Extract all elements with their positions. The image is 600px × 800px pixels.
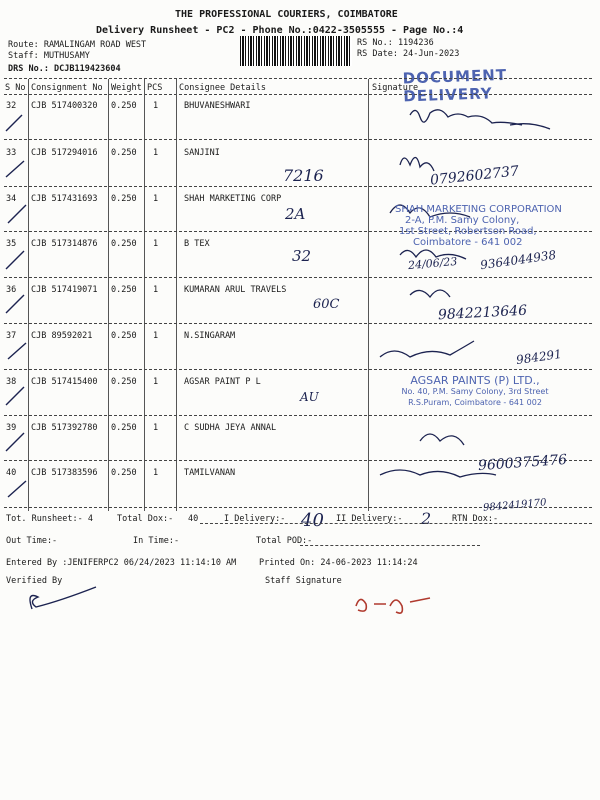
row-pcs: 1 — [153, 239, 159, 249]
hw-note: 2A — [285, 205, 306, 223]
hw-note: AU — [300, 390, 319, 404]
row-consignee: AGSAR PAINT P L — [184, 377, 261, 387]
runsheet-subtitle: Delivery Runsheet - PC2 - Phone No.:0422-3505555 - Page No.:4 — [96, 25, 464, 36]
hw-note: 32 — [292, 247, 312, 265]
total-pod-label: Total POD:- — [256, 536, 313, 546]
col-header-signature: Signature — [372, 83, 419, 93]
tick-marks — [0, 95, 32, 515]
row-consignee: C SUDHA JEYA ANNAL — [184, 423, 277, 433]
printed-on: Printed On: 24-06-2023 11:14:24 — [259, 558, 418, 568]
column-line — [108, 79, 109, 511]
row-sno: 36 — [6, 285, 17, 295]
row-consignee: SANJINI — [184, 148, 220, 158]
row-sno: 32 — [6, 101, 17, 111]
hw-note: 60C — [313, 297, 340, 312]
staff-signature-mark — [350, 588, 440, 618]
column-line — [144, 79, 145, 511]
row-consignee: N.SINGARAM — [184, 331, 236, 341]
row-sno: 34 — [6, 194, 17, 204]
row-sno: 33 — [6, 148, 17, 158]
row-weight: 0.250 — [111, 194, 137, 204]
hw-phone: 984291 — [515, 346, 563, 368]
rtn-dox-label: RTN Dox:- — [452, 514, 499, 524]
rs-date: RS Date: 24-Jun-2023 — [357, 49, 460, 59]
row-pcs: 1 — [153, 331, 159, 341]
row-weight: 0.250 — [111, 331, 137, 341]
row-weight: 0.250 — [111, 101, 137, 111]
row-consignee: SHAH MARKETING CORP — [184, 194, 282, 204]
row-weight: 0.250 — [111, 423, 137, 433]
row-sno: 38 — [6, 377, 17, 387]
row-consignment: CJB 517415400 — [31, 377, 98, 387]
row-weight: 0.250 — [111, 148, 137, 158]
row-weight: 0.250 — [111, 285, 137, 295]
signature-scribbles — [370, 95, 595, 510]
divider — [300, 545, 480, 546]
row-pcs: 1 — [153, 285, 159, 295]
stamp-line: 2-A, P.M. Samy Colony, — [405, 215, 520, 226]
tot-runsheet: Tot. Runsheet:- 4 — [6, 514, 93, 524]
divider — [200, 523, 592, 524]
verified-signature — [20, 585, 110, 615]
ii-delivery-value: 2 — [421, 509, 432, 528]
hw-phone: 9364044938 — [479, 247, 557, 273]
company-name: THE PROFESSIONAL COURIERS, COIMBATORE — [175, 9, 398, 20]
divider — [4, 78, 592, 79]
route-label: Route: RAMALINGAM ROAD WEST — [8, 40, 147, 50]
row-pcs: 1 — [153, 377, 159, 387]
row-consignment: CJB 517392780 — [31, 423, 98, 433]
row-pcs: 1 — [153, 194, 159, 204]
row-consignee: TAMILVANAN — [184, 468, 236, 478]
row-pcs: 1 — [153, 101, 159, 111]
column-line — [176, 79, 177, 511]
row-consignment: CJB 517314876 — [31, 239, 98, 249]
hw-number: 7216 — [283, 166, 324, 185]
entered-by: Entered By :JENIFERPC2 06/24/2023 11:14:10 AM — [6, 558, 237, 568]
i-delivery-value: 40 — [301, 510, 324, 531]
row-consignee: KUMARAN ARUL TRAVELS — [184, 285, 287, 295]
row-weight: 0.250 — [111, 239, 137, 249]
row-consignment: CJB 517294016 — [31, 148, 98, 158]
hw-phone: 0792602737 — [429, 163, 520, 189]
total-dox-label: Total Dox:- — [117, 514, 174, 524]
staff-label: Staff: MUTHUSAMY — [8, 51, 90, 61]
row-weight: 0.250 — [111, 377, 137, 387]
row-pcs: 1 — [153, 148, 159, 158]
row-consignment: CJB 517419071 — [31, 285, 98, 295]
col-header-pcs: PCS — [147, 83, 163, 93]
hw-date: 24/06/23 — [407, 254, 458, 273]
row-pcs: 1 — [153, 468, 159, 478]
staff-signature-label: Staff Signature — [265, 576, 342, 586]
hw-phone: 9600375476 — [477, 451, 568, 475]
stamp-line: 1st Street, Robertson Road, — [399, 226, 537, 237]
row-consignment: CJB 89592021 — [31, 331, 93, 341]
row-consignee: BHUVANESHWARI — [184, 101, 251, 111]
stamp-line: R.S.Puram, Coimbatore - 641 002 — [408, 398, 542, 407]
hw-phone: 9842213646 — [437, 302, 528, 324]
row-sno: 35 — [6, 239, 17, 249]
row-sno: 39 — [6, 423, 17, 433]
stamp-title: AGSAR PAINTS (P) LTD., — [410, 374, 540, 387]
stamp-line: No. 40, P.M. Samy Colony, 3rd Street — [401, 387, 549, 396]
column-line — [368, 79, 369, 511]
total-dox-value: 40 — [188, 514, 199, 524]
drs-number: DRS No.: DCJB119423604 — [8, 64, 121, 74]
verified-by-label: Verified By — [6, 576, 63, 586]
ii-delivery-label: II Delivery:- — [336, 514, 403, 524]
row-consignee: B TEX — [184, 239, 210, 249]
out-time-label: Out Time:- — [6, 536, 58, 546]
col-header-sno: S No — [5, 83, 26, 93]
col-header-consignee: Consignee Details — [179, 83, 266, 93]
hw-phone: 9842419170 — [482, 497, 547, 514]
document-delivery-stamp: DOCUMENT DELIVERY — [402, 65, 508, 106]
rs-number: RS No.: 1194236 — [357, 38, 434, 48]
row-pcs: 1 — [153, 423, 159, 433]
row-consignment: CJB 517383596 — [31, 468, 98, 478]
row-consignment: CJB 517431693 — [31, 194, 98, 204]
i-delivery-label: I Delivery:- — [224, 514, 286, 524]
row-consignment: CJB 517400320 — [31, 101, 98, 111]
row-weight: 0.250 — [111, 468, 137, 478]
barcode-image — [240, 36, 352, 66]
col-header-consignment: Consignment No — [31, 83, 103, 93]
col-header-weight: Weight — [111, 83, 142, 93]
stamp-title: SHAH MARKETING CORPORATION — [395, 204, 562, 215]
in-time-label: In Time:- — [133, 536, 180, 546]
shah-marketing-stamp — [395, 204, 595, 248]
row-sno: 37 — [6, 331, 17, 341]
agsar-paints-stamp — [370, 375, 580, 408]
row-sno: 40 — [6, 468, 17, 478]
stamp-line: Coimbatore - 641 002 — [413, 237, 523, 248]
